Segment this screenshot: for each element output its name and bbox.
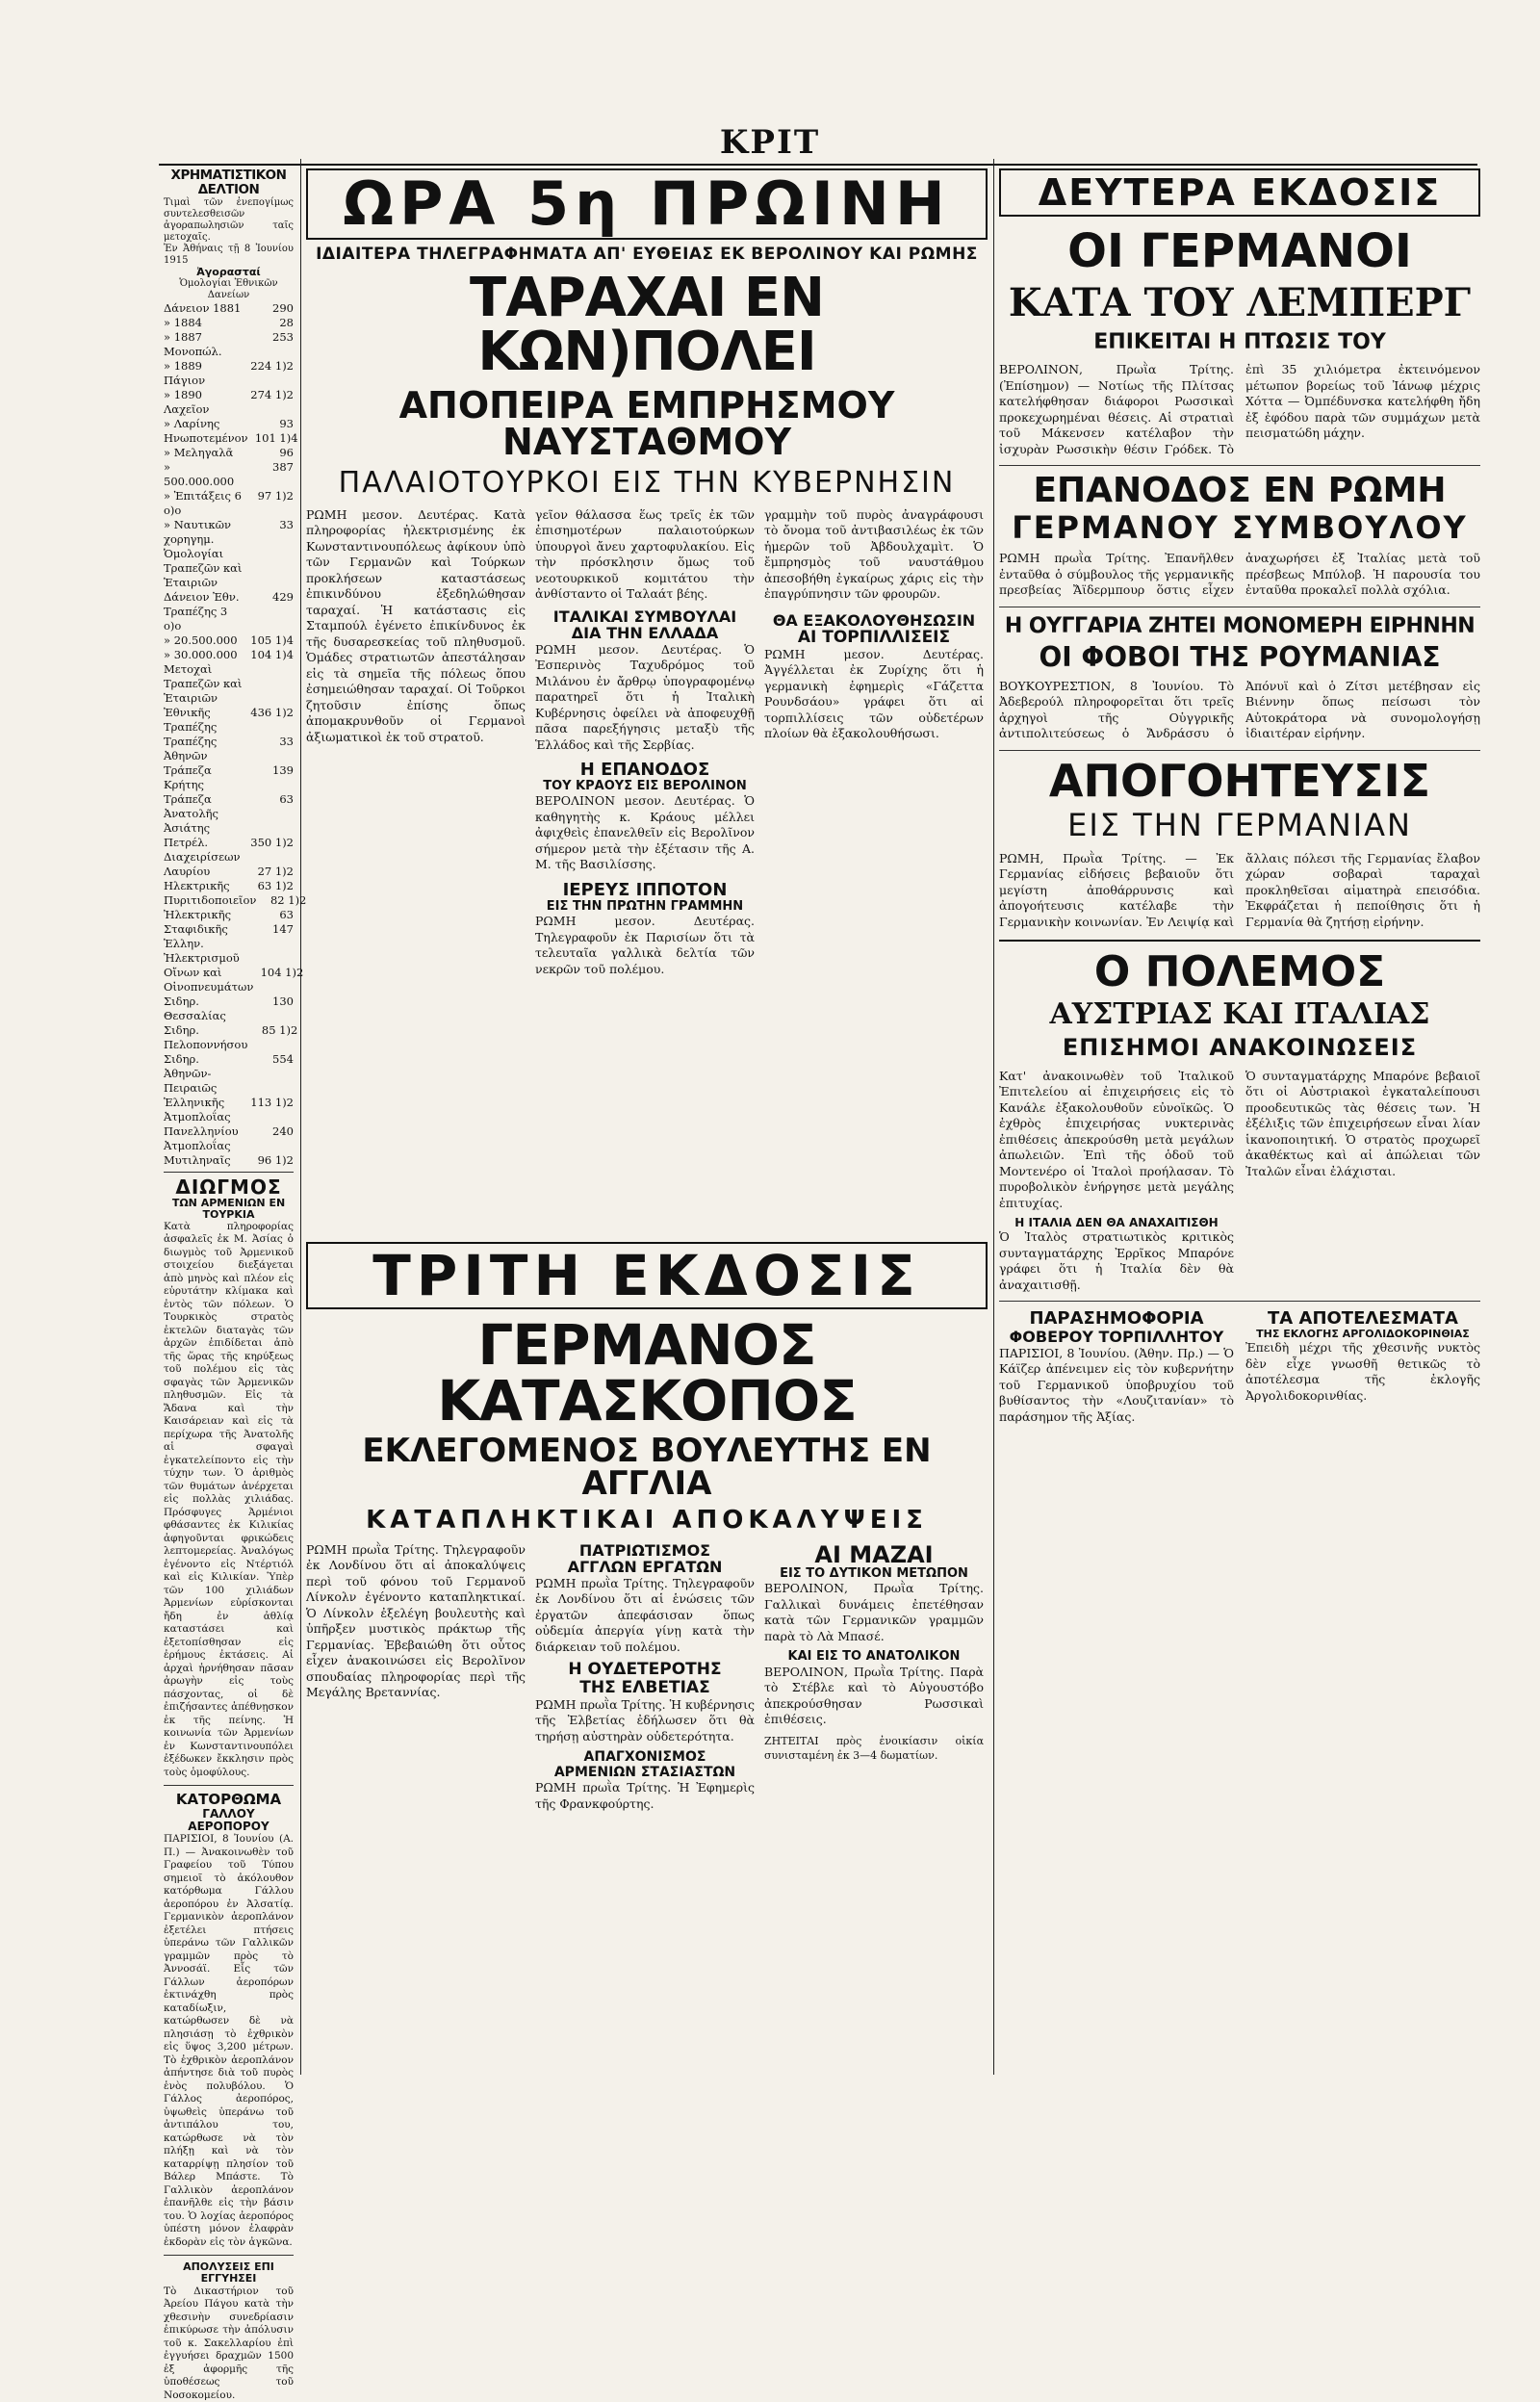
quote-row xyxy=(164,792,294,821)
quote-row xyxy=(164,359,294,388)
quote-label: Ὁμολογίαι Τραπεζῶν καὶ Ἑταιριῶν xyxy=(164,546,243,589)
kicker: ΙΔΙΑΙΤΕΡΑ ΤΗΛΕΓΡΑΦΗΜΑΤΑ ΑΠ' ΕΥΘΕΙΑΣ ΕΚ ΒΕΡΟΛΙΝΟΥ ΚΑΙ ΡΩΜΗΣ xyxy=(316,245,978,264)
release-text: Τὸ Δικαστήριον τοῦ Ἀρείου Πάγου κατὰ τὴν χθεσινὴν συνεδρίασιν ἐπικύρωσε τὴν ἀπόλυσιν τοῦ κ. Σακελλαρίου ἐπὶ ἐγγυήσει δραχμῶν 1500 ἐξ ἀφορμῆς τῆς ὑποθέσεως τοῦ Νοσοκομείου. xyxy=(164,2285,294,2401)
quote-row xyxy=(164,821,294,836)
quote-row xyxy=(164,763,294,792)
quote-value: 96 1)2 xyxy=(257,1152,294,1167)
italy-text: Ὁ Ἰταλὸς στρατιωτικὸς κριτικὸς συνταγματάρχης Ἐρρῖκος Μπαρόνε γράφει ὅτι ἡ Ἰταλία δὲν θὰ ἀναχαιτισθῇ. xyxy=(999,1229,1234,1292)
italian-text: ΡΩΜΗ μεσον. Δευτέρας. Ὁ Ἐσπερινὸς Ταχυδρόμος τοῦ Μιλάνου ἐν ἄρθρῳ ὑπογραφομένῳ παρατηρεῖ ὅτι ἡ Ἰταλικὴ Κυβέρνησις ὀφείλει νὰ ἀποφευχθῇ πᾶσα παρεξήγησις μεταξὺ τῆς Ἑλλάδος καὶ τῆς Σερβίας. xyxy=(535,641,755,752)
workers-subtitle: ΑΓΓΛΩΝ ΕΡΓΑΤΩΝ xyxy=(567,1558,723,1577)
italian-subtitle: ΔΙΑ ΤΗΝ ΕΛΛΑΔΑ xyxy=(571,624,719,643)
quote-label: Ἠλεκτρικῆς xyxy=(164,907,232,921)
quote-row xyxy=(164,518,294,547)
quote-label: » Ναυτικῶν χορηγημ. xyxy=(164,517,231,546)
quote-label: » Ἐπιτάξεις 6 ο)ο xyxy=(164,488,242,517)
quote-label: Ἐθνικῆς Τραπέζης xyxy=(164,705,218,734)
quote-value: 224 1)2 xyxy=(250,358,294,373)
quote-label: Τράπεζα Κρήτης xyxy=(164,762,212,791)
decoration-subtitle: ΦΟΒΕΡΟΥ ΤΟΡΠΙΛΛΗΤΟΥ xyxy=(1009,1328,1224,1347)
headline-mp: ΕΚΛΕΓΟΜΕΝΟΣ ΒΟΥΛΕΥΤΗΣ ΕΝ ΑΓΓΛΙΑ xyxy=(362,1431,932,1503)
unrest-text-cont: γεῖον θάλασσα ἕως τρεῖς ἐκ τῶν ἐπισημοτέρων παλαιοτούρκων ὑπουργοὶ ἄνευ χαρτοφυλακίου. Εἰς τὴν πρόσκλησιν ὅμως τοῦ νεοτουρκικοῦ κομιτάτου τὴν ἀνθίσταντο οἱ Ταλαάτ βέης. xyxy=(535,506,755,602)
quote-row xyxy=(164,735,294,763)
neutrality-subtitle: ΤΗΣ ΕΛΒΕΤΙΑΣ xyxy=(579,1678,710,1698)
torpedo-text: ΡΩΜΗ μεσον. Δευτέρας. Ἀγγέλλεται ἐκ Ζυρίχης ὅτι ἡ γερμανικὴ ἐφημερὶς «Γάζεττα Ρουνδσάου» γράφει ὅτι αἱ τορπιλλίσεις τῶν οὐδετέρων πλοίων θὰ ἐξακολουθήσωσι. xyxy=(764,646,984,741)
quote-row xyxy=(164,836,294,865)
hungary-text: ΒΟΥΚΟΥΡΕΣΤΙΟΝ, 8 Ἰουνίου. Τὸ Ἀδεβερούλ πληροφορεῖται ὅτι τρεῖς ἀρχηγοὶ τῆς Οὑγγρικῆς ἀντιπολιτεύσεως ὁ Ἄνδράσσυ ὁ Ἀπόνυϊ καὶ ὁ Ζίτσι μετέβησαν εἰς Βιέννην ὅπως πείσωσι τὸν Αὐτοκράτορα νὰ συνομολογήσῃ ἰδιαιτέραν εἰρήνην. xyxy=(999,678,1480,741)
quote-label: » 1890 Λαχεῖον xyxy=(164,387,210,416)
quote-row xyxy=(164,892,307,908)
column-divider xyxy=(993,159,994,2075)
masses-subtitle: ΕΙΣ ΤΟ ΔΥΤΙΚΟΝ ΜΕΤΩΠΟΝ xyxy=(780,1566,968,1582)
headline-spy: ΓΕΡΜΑΝΟΣ ΚΑΤΑΣΚΟΠΟΣ xyxy=(437,1311,857,1433)
column-right xyxy=(999,168,1480,2070)
quote-value: 290 xyxy=(272,300,294,315)
masthead: ΚΡΙΤ xyxy=(719,123,821,162)
column-divider xyxy=(300,159,301,2075)
quote-value: 147 xyxy=(272,921,294,936)
quote-row xyxy=(164,301,294,316)
quote-row xyxy=(164,316,294,330)
quote-label: Τράπεζα Ἀνατολῆς xyxy=(164,791,218,820)
quote-row xyxy=(164,706,294,735)
workers-text: ΡΩΜΗ πρωῒα Τρίτης. Τηλεγραφοῦν ἐκ Λονδίνου ὅτι αἱ ἑνώσεις τῶν ἐργατῶν ἀπεφάσισαν ὅπως οὐδεμία ἀπεργία γίνῃ κατὰ τὴν διάρκειαν τοῦ πολέμου. xyxy=(535,1575,755,1654)
quote-value: 387 xyxy=(272,459,294,474)
quote-value: 93 xyxy=(279,416,294,430)
quote-row xyxy=(164,865,294,879)
quote-label: » 20.500.000 xyxy=(164,633,238,647)
banner-5am: ΩΡΑ 5η ΠΡΩΙΝΗ xyxy=(306,168,988,240)
disappointment-title: ΑΠΟΓΟΗΤΕΥΣΙΣ xyxy=(1048,754,1431,807)
eastern-title: ΚΑΙ ΕΙΣ ΤΟ ΑΝΑΤΟΛΙΚΟΝ xyxy=(787,1649,961,1665)
hanging-title: ΑΠΑΓΧΟΝΙΣΜΟΣ xyxy=(583,1749,706,1766)
quote-row xyxy=(164,388,294,417)
quote-row xyxy=(164,489,294,518)
market-loans-heading: Ὁμολογίαι Ἐθνικῶν Δανείων xyxy=(179,277,278,300)
persecution-text: Κατὰ πληροφορίας ἀσφαλεῖς ἐκ Μ. Ἀσίας ὁ διωγμὸς τοῦ Ἀρμενικοῦ στοιχείου διεξάγεται ἀπὸ μηνὸς καὶ πλέον εἰς εὐρυτάτην κλίμακα καὶ ἐντὸς τῶν πόλεων. Ὁ Τουρκικὸς στρατὸς ἐκτελῶν διαταγὰς τῶν ἀρχῶν ἐπιδίδεται ἀπὸ τῆς ὥρας τῆς κηρύξεως τοῦ πολέμου εἰς τὰς σφαγὰς τῶν Ἀρμενικῶν πληθυσμῶν. Εἰς τὰ Ἄδανα καὶ τὴν Καισάρειαν καὶ εἰς τὰ περίχωρα τῆς Ἀνατολῆς αἱ σφαγαὶ ἐγκατελείποντο εἰς τὴν τύχην των. Ὁ ἀριθμὸς τῶν θυμάτων ἀνέρχεται εἰς πολλὰς χιλιάδας. Πρόσφυγες Ἀρμένιοι φθάσαντες ἐκ Κιλικίας ἀφηγοῦνται φρικώδεις λεπτομερείας. Ἀναλόγως ἐγένοντο εἰς Ντέρτιόλ καὶ εἰς Κιλικίαν. Ὑπὲρ τῶν 100 χιλιάδων Ἀρμενίων εὑρίσκονται ἤδη ἐν ἀθλίᾳ καταστάσει καὶ ἐξετοπίσθησαν εἰς ἐρήμους ἐκτάσεις. Αἱ ἀρχαὶ ἠρνήθησαν πᾶσαν ἀρωγὴν εἰς τοὺς πάσχοντας, οἱ δὲ ἐπιζήσαντες ἀπέθνῃσκον ἐκ τῆς πείνης. Ἡ κοινωνία τῶν Ἀρμενίων ἐν Κωνσταντινουπόλει ἐξέδωκεν ἔκκλησιν πρὸς τοὺς ὁμοφύλους. xyxy=(164,1220,294,1778)
quote-label: » 500.000.000 xyxy=(164,459,235,488)
war-subtitle: ΑΥΣΤΡΙΑΣ ΚΑΙ ΙΤΑΛΙΑΣ xyxy=(1049,997,1430,1032)
quote-value: 63 1)2 xyxy=(257,878,294,892)
quote-value xyxy=(244,937,294,966)
masthead-rule xyxy=(159,164,1477,166)
quote-label: Ἀσιάτης xyxy=(164,820,211,835)
quote-row xyxy=(164,1052,294,1096)
persecution-subtitle: ΤΩΝ ΑΡΜΕΝΙΩΝ ΕΝ ΤΟΥΡΚΙΑ xyxy=(171,1196,286,1221)
spy-columns xyxy=(306,1542,988,1812)
quote-label: Τραπέζης Ἀθηνῶν xyxy=(164,734,218,762)
quote-value xyxy=(244,821,294,836)
headline-arson: ΑΠΟΠΕΙΡΑ ΕΜΠΡΗΣΜΟΥ ΝΑΥΣΤΑΘΜΟΥ xyxy=(398,383,895,463)
banner-second-edition: ΔΕΥΤΕΡΑ ΕΚΔΟΣΙΣ xyxy=(999,168,1480,217)
quote-value: 253 xyxy=(272,329,294,344)
release-title: ΑΠΟΛΥΣΕΙΣ ΕΠΙ ΕΓΓΥΗΣΕΙ xyxy=(183,2260,274,2286)
column-centre xyxy=(306,168,988,2070)
decoration-title: ΠΑΡΑΣΗΜΟΦΟΡΙΑ xyxy=(1029,1308,1204,1330)
quote-value: 113 1)2 xyxy=(250,1095,294,1109)
italy-title: Η ΙΤΑΛΙΑ ΔΕΝ ΘΑ ΑΝΑΧΑΙΤΙΣΘΗ xyxy=(1014,1216,1219,1230)
quote-row xyxy=(164,879,294,893)
headline-oldturks: ΠΑΛΑΙΟΤΟΥΡΚΟΙ ΕΙΣ ΤΗΝ ΚΥΒΕΡΝΗΣΙΝ xyxy=(338,465,956,500)
quote-label: » 1884 xyxy=(164,315,202,329)
priests-text: ΡΩΜΗ μεσον. Δευτέρας. Τηλεγραφοῦν ἐκ Παρισίων ὅτι τὰ τελευταῖα γαλλικὰ δελτία τῶν νεκρῶν τοῦ πολέμου. xyxy=(535,914,755,976)
hungary-subtitle: ΟΙ ΦΟΒΟΙ ΤΗΣ ΡΟΥΜΑΝΙΑΣ xyxy=(1039,640,1441,673)
headline-germans: ΟΙ ΓΕΡΜΑΝΟΙ xyxy=(1067,224,1412,278)
quote-value: 139 xyxy=(272,762,294,777)
quote-row xyxy=(164,1153,294,1168)
quote-row xyxy=(164,330,294,359)
italian-title: ΙΤΑΛΙΚΑΙ ΣΥΜΒΟΥΛΑΙ xyxy=(552,607,737,626)
return-title: Η ΕΠΑΝΟΔΟΣ xyxy=(579,760,710,781)
quote-label: Δάνειον 1881 xyxy=(164,300,242,315)
lemberg-text: ΒΕΡΟΛΙΝΟΝ, Πρωῒα Τρίτης. (Ἐπίσημον) — Νοτίως τῆς Πλίτσας κατελήφθησαν διάφοροι Ρωσσικαὶ προκεχωρημέναι θέσεις. Αἱ στρατιαὶ τοῦ Μάκενσεν κατέλαβον τὴν ἰσχυρὰν Ρωσσικὴν θέσιν Γρόδεκ. Τὸ ἐπὶ 35 χιλιόμετρα ἐκτεινόμενον μέτωπον βορείως τοῦ Ἰάνωφ μέχρις Χόττα — Ὀμπέδυνσκα κατελήφθη ἤδη ἐξ ἐφόδου παρὰ τῶν συμμάχων μετὰ πεισματώδη μάχην. xyxy=(999,362,1480,456)
quote-value xyxy=(244,662,294,706)
quote-row xyxy=(164,1022,298,1052)
quote-label: Ηλεκτρικῆς xyxy=(164,878,230,892)
quote-row xyxy=(164,662,294,706)
quote-label: » 1889 Πάγιον xyxy=(164,358,206,387)
quote-value: 436 1)2 xyxy=(250,705,294,719)
quote-row xyxy=(164,460,294,489)
column-left xyxy=(164,168,307,2401)
quote-row xyxy=(164,1124,294,1153)
aviator-subtitle: ΓΑΛΛΟΥ ΑΕΡΟΠΟΡΟΥ xyxy=(188,1806,270,1834)
hanging-text: ΡΩΜΗ πρωῒα Τρίτης. Ἡ Ἐφημερὶς τῆς Φρανκφούρτης. xyxy=(535,1780,755,1811)
results-text: Ἐπειδὴ μέχρι τῆς χθεσινῆς νυκτὸς δὲν εἶχε γνωσθῆ θετικῶς τὸ ἀποτέλεσμα τῆς ἐκλογῆς Ἀργολιδοκορινθίας. xyxy=(1245,1340,1480,1403)
market-buyers: Ἀγορασταί xyxy=(196,265,261,278)
quote-row xyxy=(164,922,294,937)
quote-label: Μυτιληναῖς xyxy=(164,1152,231,1167)
quotes-table xyxy=(164,300,307,1168)
quote-value: 63 xyxy=(279,907,294,921)
quote-label: Ἑλληνικῆς Ἀτμοπλοΐας xyxy=(164,1095,231,1124)
hanging-subtitle: ΑΡΜΕΝΙΩΝ ΣΤΑΣΙΑΣΤΩΝ xyxy=(553,1764,736,1780)
quote-row xyxy=(164,417,294,431)
story-columns xyxy=(306,507,988,1234)
banner-third-edition: ΤΡΙΤΗ ΕΚΔΟΣΙΣ xyxy=(306,1242,988,1309)
aviator-text: ΠΑΡΙΣΙΟΙ, 8 Ἰουνίου (Α. Π.) — Ἀνακοινωθὲν τοῦ Γραφείου τοῦ Τύπου σημειοῖ τὸ ἀκόλουθον κατόρθωμα Γάλλου ἀεροπόρου ἐν Ἀλσατίᾳ. Γερμανικὸν ἀεροπλάνον ἐξετέλει πτήσεις ὑπεράνω τῶν Γαλλικῶν γραμμῶν πρὸς τὸ Ἀννοσάϊ. Εἷς τῶν Γάλλων ἀεροπόρων ἐκτινάχθη πρὸς καταδίωξιν, κατώρθωσεν δὲ νὰ πλησιάσῃ τὸ ἐχθρικὸν εἰς ὕψος 3,200 μέτρων. Τὸ ἐχθρικὸν ἀεροπλάνον ἀπήντησε διὰ τοῦ πυρὸς ἑνὸς πολυβόλου. Ὁ Γάλλος ἀεροπόρος, ὑψωθεὶς ὑπεράνω τοῦ ἀντιπάλου του, κατώρθωσε νὰ τὸν πλήξῃ καὶ νὰ τὸν καταρρίψῃ πλησίον τοῦ Βάλερ Μπάστε. Τὸ Γαλλικὸν ἀεροπλάνον ἐπανῆλθε εἰς τὴν βάσιν του. Ὁ λοχίας ἀεροπόρος ὑπέστη μόνον ἐλαφρὰν ἐκδορὰν εἰς τὸν ἀγκῶνα. xyxy=(164,1833,294,2248)
quote-row xyxy=(164,446,294,460)
quote-value: 96 xyxy=(279,445,294,459)
quote-value: 33 xyxy=(279,734,294,748)
return-rome-subtitle: ΓΕΡΜΑΝΟΥ ΣΥΜΒΟΥΛΟΥ xyxy=(1012,509,1468,547)
quote-label: » 30.000.000 xyxy=(164,647,238,661)
quote-label: Δάνειον Ἐθν. Τραπέζης 3 ο)ο xyxy=(164,589,240,633)
headline-lemberg: ΚΑΤΑ ΤΟΥ ΛΕΜΠΕΡΓ xyxy=(1008,280,1472,325)
hungary-title: Η ΟΥΓΓΑΡΙΑ ΖΗΤΕΙ ΜΟΝΟΜΕΡΗ ΕΙΡΗΝΗΝ xyxy=(1004,613,1476,638)
masses-text: ΒΕΡΟΛΙΝΟΝ, Πρωῒα Τρίτης. Γαλλικαὶ δυνάμεις ἐπετέθησαν κατὰ τῶν Γερμανικῶν γραμμῶν παρὰ τὸ Λὰ Μπασέ. xyxy=(764,1581,984,1643)
quote-label: » Μεληγαλᾶ xyxy=(164,445,234,459)
quote-value: 82 1)2 xyxy=(270,892,307,907)
quote-label: Μετοχαὶ Τραπεζῶν καὶ Ἑταιριῶν xyxy=(164,661,243,705)
quote-value: 101 1)4 xyxy=(254,430,298,445)
quote-row xyxy=(164,1096,294,1124)
war-text-b: Ὁ συνταγματάρχης Μπαρόνε βεβαιοῖ ὅτι οἱ Αὐστριακοὶ ἐγκαταλείπουσι προοδευτικῶς τὰς θέσεις των. Ἡ ἐξέλιξις τῶν ἐπιχειρήσεων εἶναι λίαν ἱκανοποιητική. Ὁ στρατὸς προχωρεῖ ἀκαθέκτως καὶ αἱ ἀπώλειαι τῶν Ἰταλῶν εἶναι ἐλάχισται. xyxy=(1245,1068,1480,1178)
headline-revelations: ΚΑΤΑΠΛΗΚΤΙΚΑΙ ΑΠΟΚΑΛΥΨΕΙΣ xyxy=(366,1505,928,1535)
classified-ad: ΖΗΤΕΙΤΑΙ πρὸς ἐνοικίασιν οἰκία συνισταμένη ἐκ 3—4 δωματίων. xyxy=(764,1734,984,1762)
quote-row xyxy=(164,965,304,994)
quote-value: 97 1)2 xyxy=(257,488,294,503)
quote-value: 274 1)2 xyxy=(250,387,294,401)
unrest-text: ΡΩΜΗ μεσον. Δευτέρας. Κατὰ πληροφορίας ἠλεκτρισμένης ἐκ Κωνσταντινουπόλεως ἀφίκουν ὑπὸ τῶν Γερμανῶν καὶ Τούρκων προκλήσεων καταστάσεως ἐπικινδύνου ἐξεδηλώθησαν ταραχαί. Ἡ κατάστασις εἰς Σταμπούλ ἐγένετο ἐπικίνδυνος ἐκ τῆς δυσαρεσκείας τοῦ πληθυσμοῦ. Ὁμάδες στρατιωτῶν ἀπεστάλησαν εἰς τὰ σημεῖα τῆς πόλεως ὅπου ἐσημειώθησαν ταραχαί. Οἱ Τοῦρκοι ζητοῦσιν ἐπίσης ὅπως ἀπομακρυνθοῦν οἱ Γερμανοὶ ἀξιωματικοὶ ἐκ τοῦ στρατοῦ. xyxy=(306,506,526,744)
quote-value: 63 xyxy=(279,791,294,806)
quote-row xyxy=(164,937,294,966)
results-title: ΤΑ ΑΠΟΤΕΛΕΣΜΑΤΑ xyxy=(1268,1308,1458,1330)
headline-fall: ΕΠΙΚΕΙΤΑΙ Η ΠΤΩΣΙΣ ΤΟΥ xyxy=(1093,330,1386,354)
unrest-text-end: γραμμὴν τοῦ πυρὸς ἀναγράφουσι τὸ ὄνομα τοῦ ἀντιβασιλέως ἐκ τῶν ἡμερῶν τοῦ Ἀβδουλχαμὶτ. Ὁ ἔμπρησμὸς τοῦ ναυστάθμου ἀπεσοβήθη ἐγκαίρως χάρις εἰς τὴν ἐπαγρύπνησιν τῶν φρουρῶν. xyxy=(764,506,984,602)
priests-title: ΙΕΡΕΥΣ ΙΠΠΟΤΟΝ xyxy=(562,879,728,900)
quote-label: Ἑλλην. Ἠλεκτρισμοῦ xyxy=(164,936,240,965)
quote-value: 105 1)4 xyxy=(250,633,294,647)
quote-label: Σιδηρ. Ἀθηνῶν-Πειραιῶς xyxy=(164,1051,218,1095)
quote-label: Σιδηρ. Πελοποννήσου xyxy=(164,1022,248,1051)
war-text-a: Κατ' ἀνακοινωθὲν τοῦ Ἰταλικοῦ Ἐπιτελείου αἱ ἐπιχειρήσεις εἰς τὸ Κανάλε ἐξακολουθοῦν εὐνοϊκῶς. Ὁ ἐχθρὸς ἐπιχειρήσας νυκτερινὰς ἐπιθέσεις ἀπεκρούσθη μετὰ μεγάλων ἀπωλειῶν. Ἐπὶ τῆς ὁδοῦ τοῦ Μοντενέρο οἱ Ἰταλοὶ προήλασαν. Τὸ πυροβολικὸν ἐνήργησε μετὰ μεγάλης ἐπιτυχίας. xyxy=(999,1068,1234,1210)
quote-label: » 1887 Μονοπώλ. xyxy=(164,329,222,358)
quote-value: 28 xyxy=(279,315,294,329)
headline-unrest: ΤΑΡΑΧΑΙ ΕΝ ΚΩΝ)ΠΟΛΕΙ xyxy=(470,266,824,383)
quote-value: 130 xyxy=(272,994,294,1008)
quote-label: Λαυρίου xyxy=(164,864,211,878)
quote-label: » Λαρίνης xyxy=(164,416,220,430)
return-rome-title: ΕΠΑΝΟΔΟΣ ΕΝ ΡΩΜΗ xyxy=(1033,471,1447,511)
masses-title: ΑΙ ΜΑΖΑΙ xyxy=(814,1540,934,1568)
persecution-title: ΔΙΩΓΜΟΣ xyxy=(175,1175,282,1199)
quote-label: Οἴνων καὶ Οἰνοπνευμάτων xyxy=(164,965,254,994)
quote-value xyxy=(244,547,294,590)
quote-row xyxy=(164,547,294,590)
quote-label: Σιδηρ. Θεσσαλίας xyxy=(164,994,226,1022)
spy-text: ΡΩΜΗ πρωῒα Τρίτης. Τηλεγραφοῦν ἐκ Λονδίνου ὅτι αἱ ἀποκαλύψεις περὶ τοῦ φόνου τοῦ Γερμανοῦ Λίνκολν ἐγένοντο καταπληκτικαί. Ὁ Λίνκολν ἐξελέγη βουλευτὴς καὶ ὑπῆρξεν μυστικὸς πράκτωρ τῆς Γερμανίας. Ἐβεβαιώθη ὅτι οὗτος εἶχεν ἀνακοινώσει εἰς Βερολῖνον σπουδαίας πληροφορίας περὶ τῆς Μεγάλης Βρεταννίας. xyxy=(306,1541,526,1700)
disappointment-text: ΡΩΜΗ, Πρωῒα Τρίτης. — Ἐκ Γερμανίας εἰδήσεις βεβαιοῦν ὅτι μεγίστη ἀποθάρρυνσις καὶ ἀπογοήτευσις κατέλαβε τὴν Γερμανικὴν κοινωνίαν. Ἐν Λειψίᾳ καὶ ἄλλαις πόλεσι τῆς Γερμανίας ἔλαβον χώραν σοβαραὶ ταραχαὶ προκληθεῖσαι αἱματηρὰ επεισόδια. Ἐκφράζεται ἡ πεποίθησις ὅτι ἡ Γερμανία θὰ ζητήσῃ εἰρήνην. xyxy=(999,850,1480,929)
quote-value: 33 xyxy=(279,517,294,531)
quote-value: 104 1)4 xyxy=(250,647,294,661)
quote-row xyxy=(164,633,294,648)
decoration-text: ΠΑΡΙΣΙΟΙ, 8 Ἰουνίου. (Ἀθην. Πρ.) — Ὁ Κάϊζερ ἀπένειμεν εἰς τὸν κυβερνήτην τοῦ Γερμανικοῦ ὑποβρυχίου τοῦ βυθίσαντος τὴν «Λουζιτανίαν» τὸ παράσημον τῆς Ἀξίας. xyxy=(999,1345,1234,1424)
market-intro: Τιμαὶ τῶν ἐνεπογίμως συντελεσθεισῶν ἀγοραπωλησιῶν ταῖς μετοχαῖς. xyxy=(164,196,294,243)
quote-row xyxy=(164,648,294,662)
return-rome-text: ΡΩΜΗ πρωῒα Τρίτης. Ἐπανῆλθεν ἐνταῦθα ὁ σύμβουλος τῆς γερμανικῆς πρεσβείας Ἄϊδερμπουρ ὅστις εἶχεν ἀναχωρήσει ἐξ Ἰταλίας μετὰ τοῦ πρέσβεως Μπύλοβ. Ἡ παρουσία του ἐνταῦθα προκαλεῖ πολλὰ σχόλια. xyxy=(999,551,1480,598)
return-subtitle: ΤΟΥ ΚΡΑΟΥΣ ΕΙΣ ΒΕΡΟΛΙΝΟΝ xyxy=(543,779,747,794)
priests-subtitle: ΕΙΣ ΤΗΝ ΠΡΩΤΗΝ ΓΡΑΜΜΗΝ xyxy=(546,898,744,914)
quote-row xyxy=(164,908,294,922)
quote-label: Πανελληνίου Ἀτμοπλοΐας xyxy=(164,1124,239,1152)
quote-value: 554 xyxy=(272,1051,294,1066)
results-subtitle: ΤΗΣ ΕΚΛΟΓΗΣ ΑΡΓΟΛΙΔΟΚΟΡΙΝΘΙΑΣ xyxy=(1256,1328,1470,1341)
market-title: ΧΡΗΜΑΤΙΣΤΙΚΟΝ ΔΕΛΤΙΟΝ xyxy=(170,168,287,197)
return-text: ΒΕΡΟΛΙΝΟΝ μεσον. Δευτέρας. Ὁ καθηγητὴς κ. Κράους μέλλει ἀφιχθεὶς ἐπανελθεῖν εἰς Βερολῖνον σήμερον μετὰ τὴν ἐξέτασιν τῆς Α. Μ. τῆς Βασιλίσσης. xyxy=(535,793,755,872)
workers-title: ΠΑΤΡΙΩΤΙΣΜΟΣ xyxy=(578,1540,711,1560)
quote-row xyxy=(164,430,298,446)
disappointment-subtitle: ΕΙΣ ΤΗΝ ΓΕΡΜΑΝΙΑΝ xyxy=(1067,806,1412,843)
torpedo-subtitle: ΑΙ ΤΟΡΠΙΛΛΙΣΕΙΣ xyxy=(797,628,951,648)
quote-label: Σταφιδικῆς xyxy=(164,921,228,936)
neutrality-title: Η ΟΥΔΕΤΕΡΟΤΗΣ xyxy=(568,1660,722,1680)
war-communiques: ΕΠΙΣΗΜΟΙ ΑΝΑΚΟΙΝΩΣΕΙΣ xyxy=(1062,1034,1418,1062)
quote-value: 27 1)2 xyxy=(257,864,294,878)
neutrality-text: ΡΩΜΗ πρωῒα Τρίτης. Ἡ κυβέρνησις τῆς Ἐλβετίας ἐδήλωσεν ὅτι θὰ τηρήσῃ αὐστηρὰν οὐδετερότητα. xyxy=(535,1696,755,1743)
aviator-title: ΚΑΤΟΡΘΩΜΑ xyxy=(175,1791,282,1809)
quote-value: 240 xyxy=(272,1124,294,1138)
quote-label: Πετρέλ. Διαχειρίσεων xyxy=(164,835,241,864)
quote-row xyxy=(164,590,294,633)
war-title: Ο ΠΟΛΕΜΟΣ xyxy=(1093,947,1386,997)
quote-label: Ηνωποτεμένον xyxy=(164,430,248,445)
eastern-text: ΒΕΡΟΛΙΝΟΝ, Πρωῒα Τρίτης. Παρὰ τὸ Στέβλε καὶ τὸ Αὐγουστόβο ἀπεκρούσθησαν Ρωσσικαὶ ἐπιθέσεις. xyxy=(764,1664,984,1727)
torpedo-title: ΘΑ ΕΞΑΚΟΛΟΥΘΗΣΩΣΙΝ xyxy=(772,610,976,630)
quote-value: 85 1)2 xyxy=(261,1022,298,1037)
quote-value: 429 xyxy=(272,589,294,604)
quote-row xyxy=(164,994,294,1023)
market-date: Ἐν Ἀθήναις τῇ 8 Ἰουνίου 1915 xyxy=(164,243,294,266)
quote-value: 104 1)2 xyxy=(260,965,304,979)
quote-value: 350 1)2 xyxy=(250,835,294,849)
quote-label: Πυριτιδοποιεῖον xyxy=(164,892,257,907)
